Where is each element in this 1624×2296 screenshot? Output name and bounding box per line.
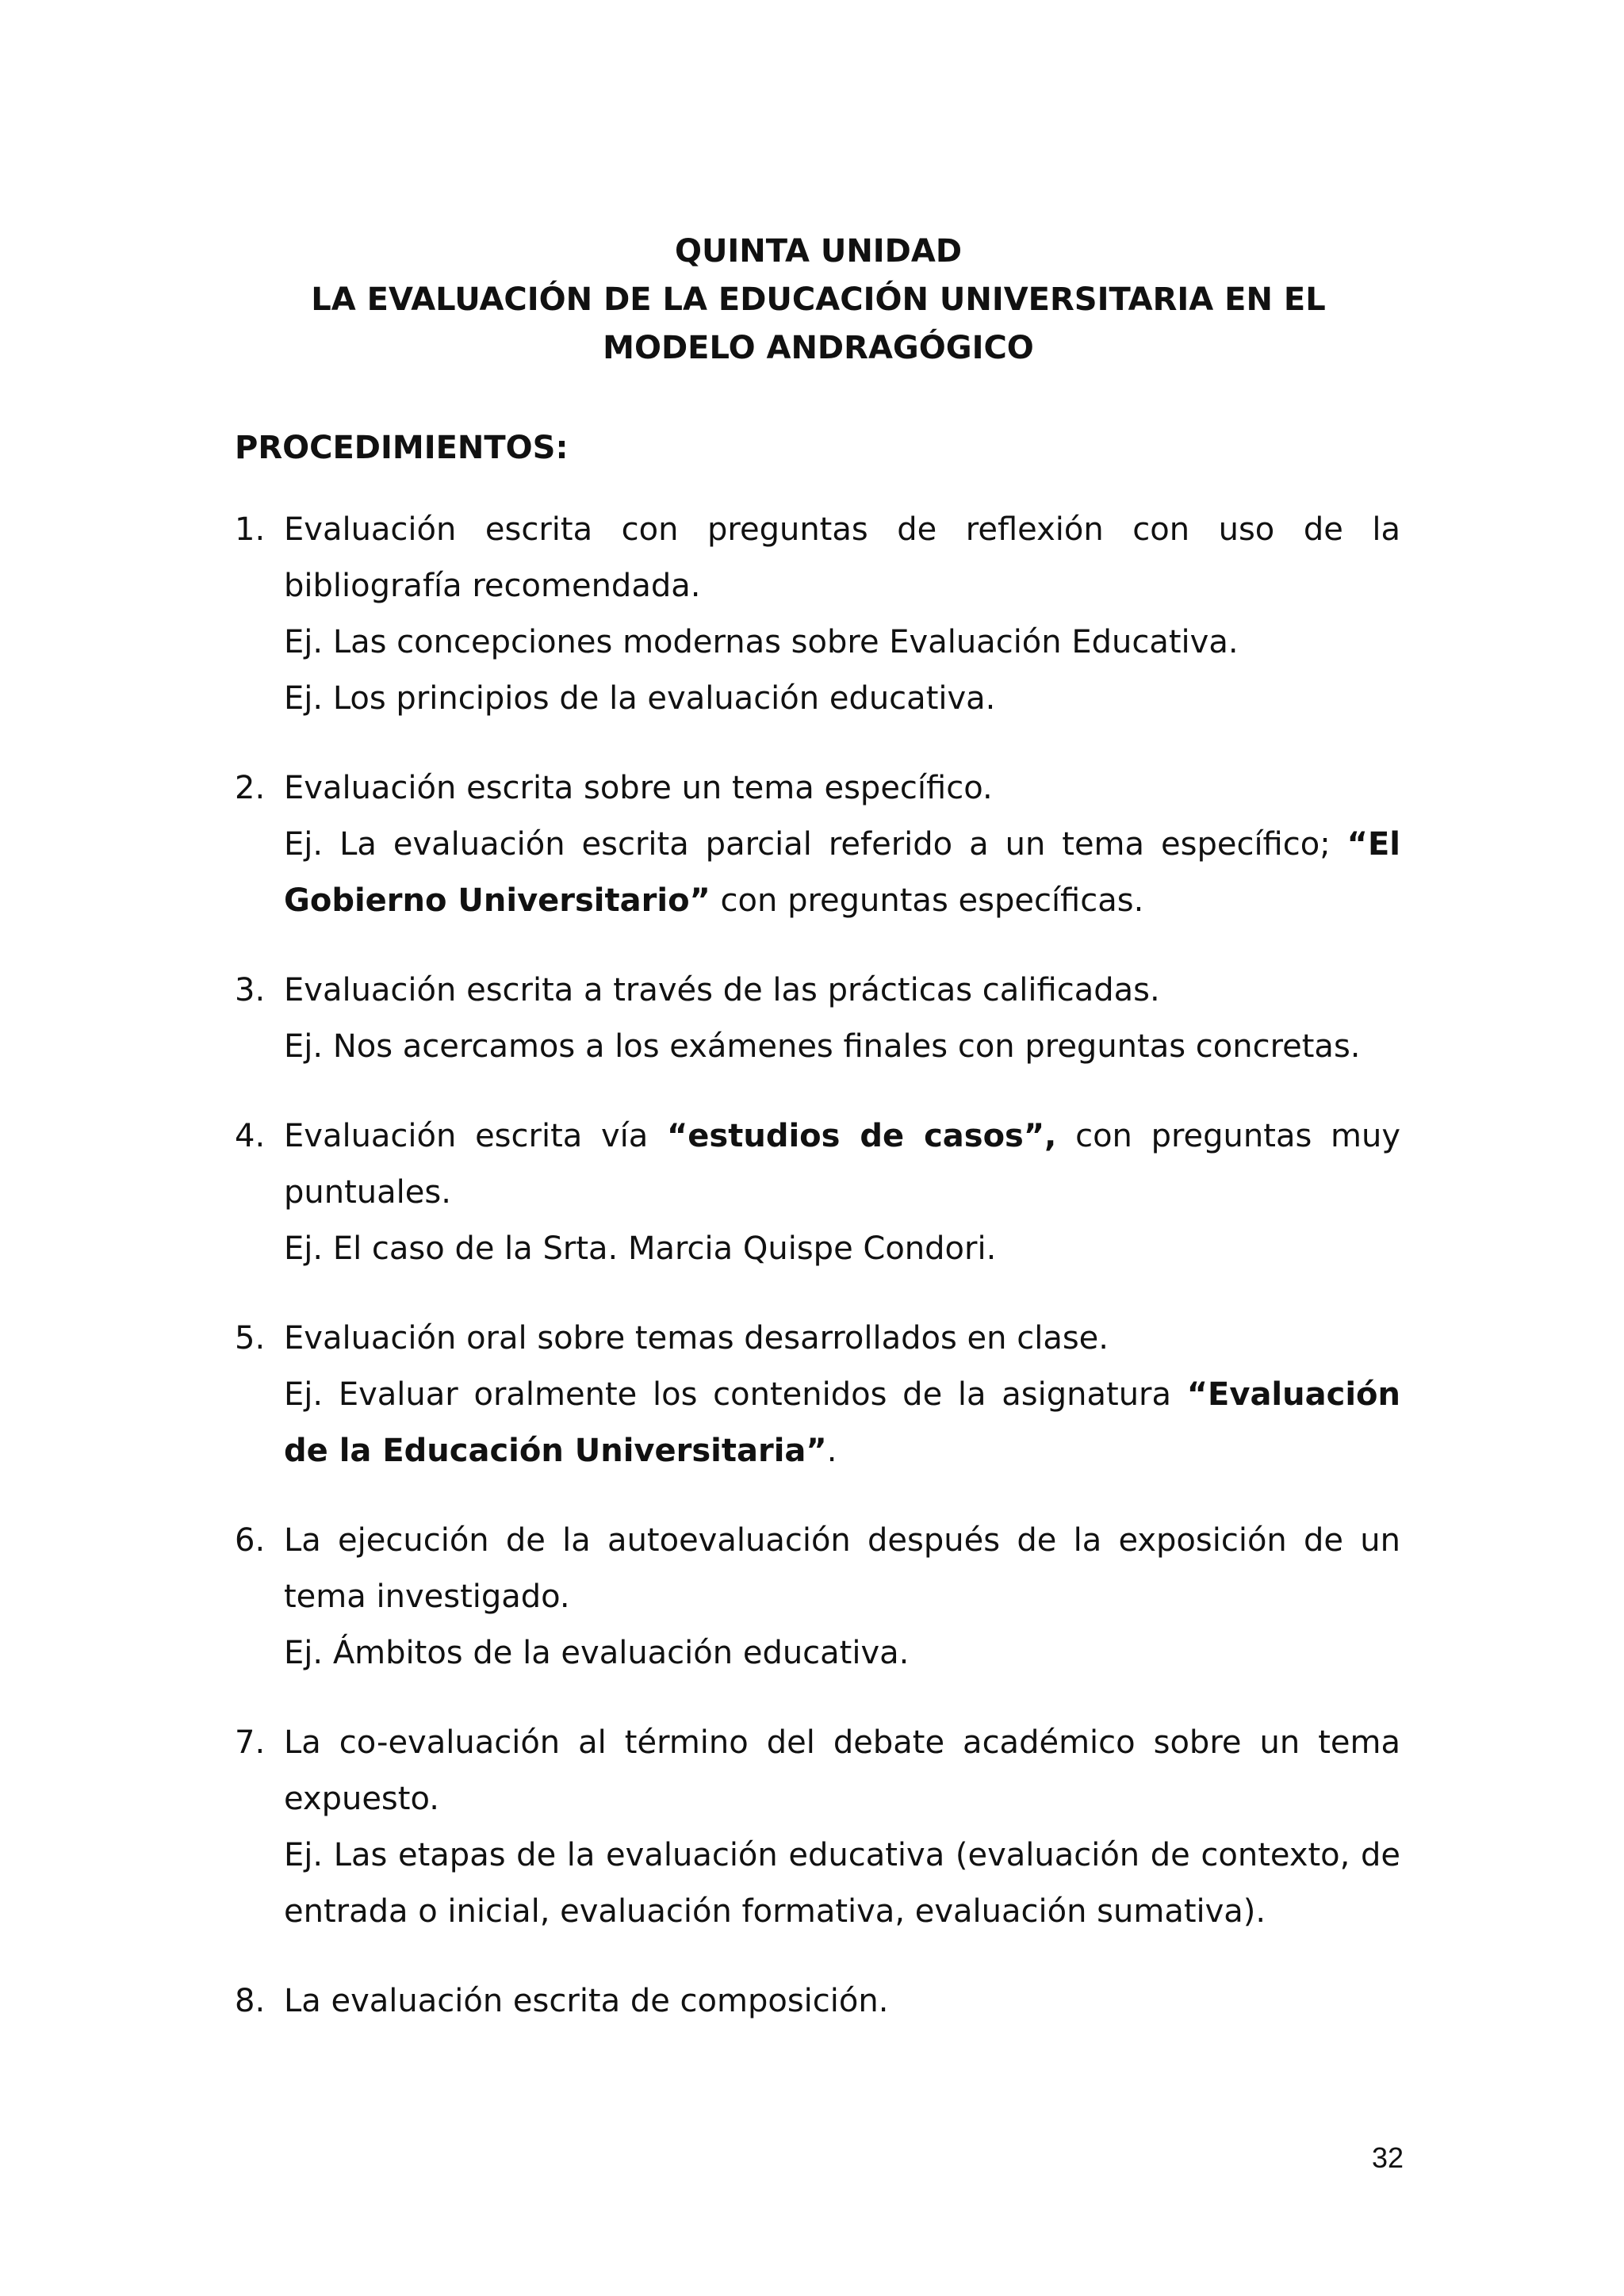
item-number: 2. [235,770,266,806]
item-number: 3. [235,972,266,1008]
item-number: 6. [235,1522,266,1559]
item-text: La ejecución de la autoevaluación después de la exposición de un tema investigado. [284,1522,1400,1615]
example-text: Ej. La evaluación escrita parcial referido a un tema específico; [284,826,1347,863]
item-number: 4. [235,1118,266,1154]
item-text: Evaluación oral sobre temas desarrollados en clase. [284,1320,1109,1357]
item-text-part: con preguntas muy puntuales. [284,1118,1400,1211]
example-emphasis: “El Gobierno Universitario” [284,826,1400,919]
heading-line-2: LA EVALUACIÓN DE LA EDUCACIÓN UNIVERSITARIA EN EL [311,281,1326,318]
item-example: Ej. El caso de la Srta. Marcia Quispe Condori. [284,1230,997,1267]
item-example: Ej. Nos acercamos a los exámenes finales con preguntas concretas. [284,1028,1361,1065]
item-example: Ej. Ámbitos de la evaluación educativa. [284,1635,910,1671]
item-number: 7. [235,1724,266,1761]
procedures-list [235,502,1400,2063]
item-example: Ej. Las etapas de la evaluación educativa (evaluación de contexto, de entrada o inicial, evaluación formativa, evaluación sumativa). [284,1837,1400,1930]
list-item [235,1311,1400,1479]
section-title: PROCEDIMIENTOS: [235,430,569,466]
example-text: Ej. Evaluar oralmente los contenidos de la asignatura [284,1376,1187,1413]
unit-heading [238,228,1399,373]
item-text: La co-evaluación al término del debate académico sobre un tema expuesto. [284,1724,1400,1817]
item-text-emphasis: “estudios de casos”, [667,1118,1057,1154]
list-item [235,502,1400,727]
item-text-part: Evaluación escrita vía [284,1118,667,1154]
example-text: . [826,1433,837,1469]
heading-line-1: QUINTA UNIDAD [674,233,963,270]
list-item [235,1973,1400,2030]
item-number: 8. [235,1983,266,2019]
item-text: Evaluación escrita con preguntas de reflexión con uso de la bibliografía recomendada. [284,511,1400,604]
item-number: 5. [235,1320,266,1357]
item-example [284,817,1400,929]
item-text: La evaluación escrita de composición. [284,1983,889,2019]
list-item [235,1513,1400,1682]
item-text: Evaluación escrita sobre un tema específico. [284,770,993,806]
list-item [235,962,1400,1075]
list-item [235,1715,1400,1940]
item-example: Ej. Los principios de la evaluación educativa. [284,680,996,717]
item-example [284,1367,1400,1479]
item-example: Ej. Las concepciones modernas sobre Evaluación Educativa. [284,624,1239,660]
page-number: 32 [1371,2141,1404,2174]
list-item [235,1108,1400,1277]
example-text: con preguntas específicas. [710,882,1144,919]
item-text [284,1108,1400,1221]
item-text: Evaluación escrita a través de las prácticas calificadas. [284,972,1160,1008]
heading-line-3: MODELO ANDRAGÓGICO [603,330,1034,366]
item-number: 1. [235,511,266,548]
example-emphasis: “Evaluación de la Educación Universitaria” [284,1376,1400,1469]
list-item [235,760,1400,929]
